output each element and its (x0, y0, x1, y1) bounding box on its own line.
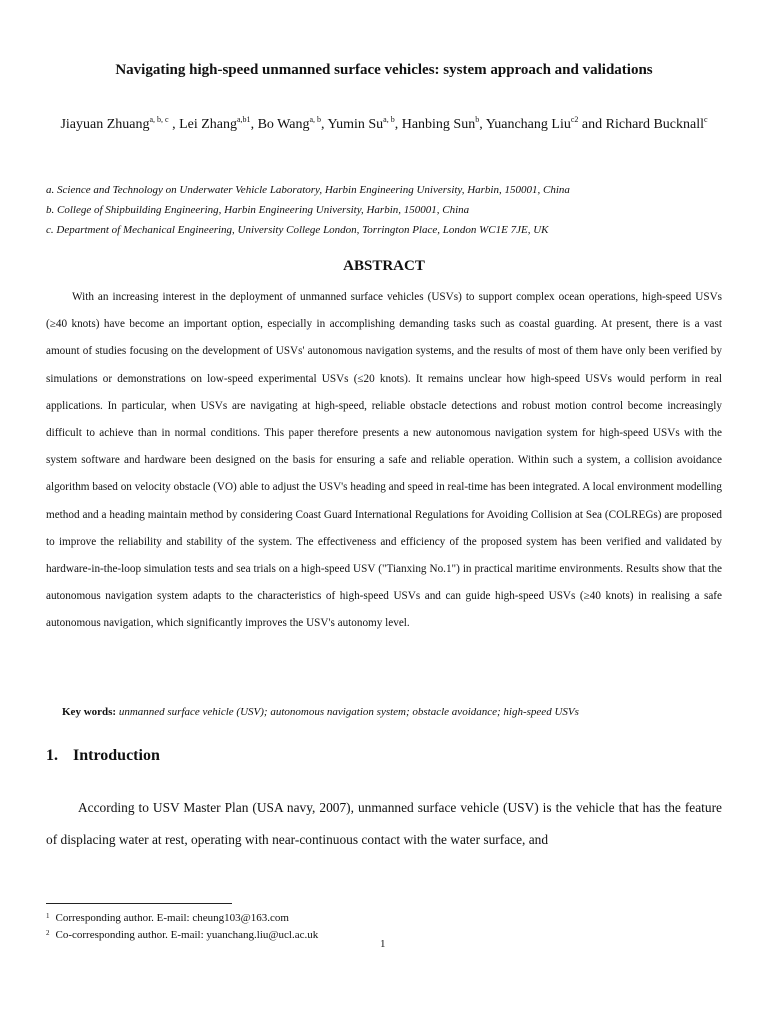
page-number: 1 (380, 938, 386, 950)
footnote-text: Corresponding author. E-mail: cheung103@163.com (55, 912, 289, 924)
paper-title: Navigating high-speed unmanned surface vehicles: system approach and validations (115, 62, 653, 78)
affiliation-b: b. College of Shipbuilding Engineering, Harbin Engineering University, Harbin, 150001, China (46, 204, 470, 216)
author-affil-mark: c (704, 115, 708, 124)
footnotes (46, 909, 318, 943)
abstract-heading: ABSTRACT (343, 258, 425, 274)
author-affil-mark: a, b, c (149, 115, 169, 124)
author-name: Bo Wang (257, 117, 310, 132)
section-heading (46, 747, 160, 765)
keywords-label: Key words: (62, 706, 117, 718)
author-list (40, 114, 728, 136)
author-name: Yumin Su (327, 117, 384, 132)
author-name: Richard Bucknall (605, 117, 704, 132)
author-separator: and (578, 117, 606, 132)
author-affil-mark: b (475, 115, 480, 124)
affiliation-a: a. Science and Technology on Underwater Vehicle Laboratory, Harbin Engineering University, Harbin, 150001, China (46, 184, 570, 196)
footnote-item (46, 926, 318, 943)
author-separator: , (250, 117, 258, 132)
author-separator: , (321, 117, 328, 132)
abstract-text: With an increasing interest in the deployment of unmanned surface vehicles (USVs) to support complex ocean operations, high-speed USVs (≥40 knots) have become an important option, especially in accomplishing demanding tasks such as coastal guarding. At present, there is a vast amount of studies focusing on the development of USVs' autonomous navigation systems, and the results of most of them have only been verified by simulations or demonstrations on low-speed experimental USVs (≤20 knots). It remains unclear how high-speed USVs would perform in real applications. In particular, when USVs are navigating at high-speed, reliable obstacle detections and robust motion control become increasingly difficult to achieve than in normal conditions. This paper therefore presents a new autonomous navigation system for high-speed USVs with the system software and hardware been designed on the basis for ensuring a safe and reliable operation. Within such a system, a collision avoidance algorithm based on velocity obstacle (VO) able to adjust the USV's heading and speed in real-time has been integrated. A local environment modelling method and a heading maintain method by considering Coast Guard International Regulations for Avoiding Collision at Sea (COLREGs) are proposed to improve the reliability and stability of the system. The effectiveness and efficiency of the proposed system has been verified and validated by hardware-in-the-loop simulation tests and sea trials on a high-speed USV ("Tianxing No.1") in practical maritime environments. Results show that the autonomous navigation system adapts to the characteristics of high-speed USVs and can guide high-speed USVs (≥40 knots) in realising a safe autonomous navigation, which significantly improves the USV's autonomy level. (46, 291, 722, 630)
author-affil-mark: c2 (570, 115, 579, 124)
author-affil-mark: a, b (309, 115, 322, 124)
author-name: Hanbing Sun (401, 117, 476, 132)
intro-paragraph: According to USV Master Plan (USA navy, 2007), unmanned surface vehicle (USV) is the vehicle that has the feature of displacing water at rest, operating with near-continuous contact with the water surface, and (46, 800, 722, 847)
affiliation-list (46, 180, 736, 240)
footnote-divider (46, 903, 232, 904)
author-separator: , (479, 117, 486, 132)
affiliation-c: c. Department of Mechanical Engineering, University College London, Torrington Place, London WC1E 7JE, UK (46, 224, 549, 236)
section-title: Introduction (73, 747, 160, 764)
footnote-item (46, 909, 318, 926)
keywords (62, 706, 732, 718)
author-separator: , (394, 117, 402, 132)
author-name: Yuanchang Liu (485, 117, 571, 132)
keywords-text: unmanned surface vehicle (USV); autonomous navigation system; obstacle avoidance; high-speed USVs (118, 706, 579, 718)
author-separator: , (168, 117, 180, 132)
author-affil-mark: a, b (383, 115, 395, 124)
author-affil-mark: a,b1 (237, 115, 251, 124)
author-name: Jiayuan Zhuang (60, 117, 150, 132)
section-number: 1. (46, 747, 58, 764)
footnote-number: 1 (46, 912, 50, 920)
footnote-text: Co-corresponding author. E-mail: yuanchang.liu@ucl.ac.uk (55, 929, 319, 941)
author-name: Lei Zhang (179, 117, 237, 132)
footnote-number: 2 (46, 929, 50, 937)
